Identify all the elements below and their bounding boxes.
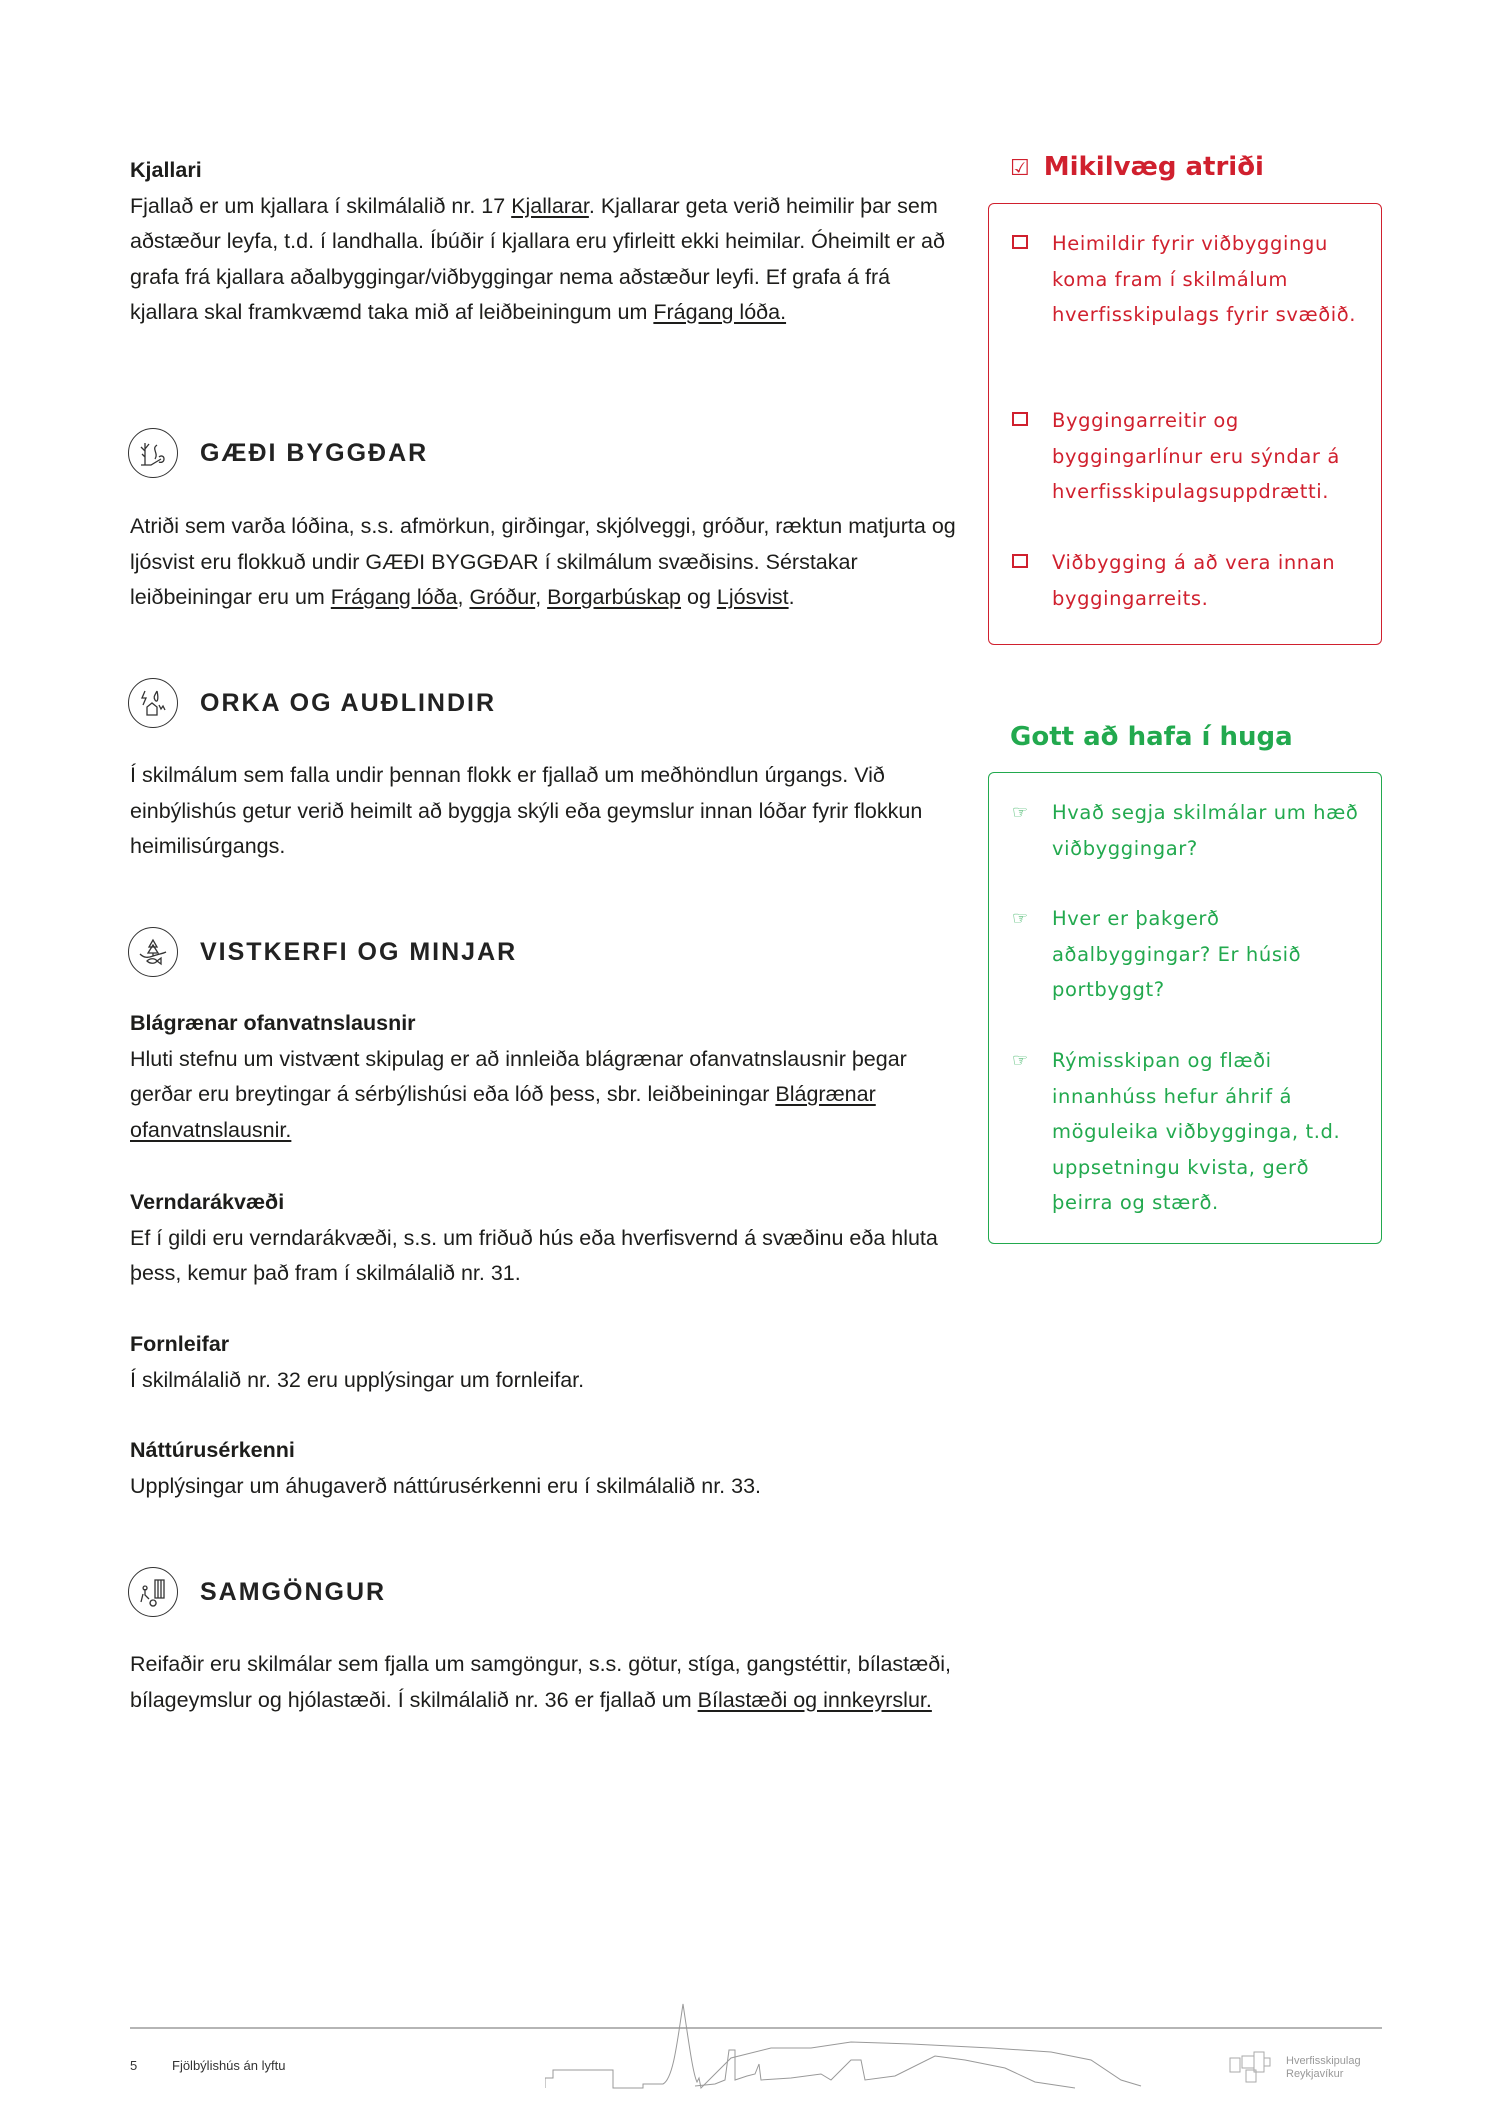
section-header-samgongur — [128, 1565, 386, 1619]
tip-item — [1012, 901, 1362, 1008]
section-title: SAMGÖNGUR — [200, 1577, 387, 1606]
logo-line2: Reykjavíkur — [1286, 2068, 1344, 2080]
samgongur-text — [130, 1647, 960, 1718]
checked-box-icon: ☑ — [1010, 156, 1030, 181]
checkbox-icon[interactable] — [1012, 235, 1028, 249]
section-title: GÆÐI BYGGÐAR — [200, 438, 429, 467]
item-text: Hver er þakgerð aðalbyggingar? Er húsið portbyggt? — [1052, 907, 1302, 1001]
document-title: Fjölbýlishús án lyftu — [172, 2058, 286, 2073]
text: Í skilmálalið nr. 32 eru upplýsingar um fornleifar. — [130, 1367, 585, 1392]
subsection-title: Verndarákvæði — [130, 1190, 285, 1214]
text: Fjallað er um kjallara í skilmálalið nr. 17 — [130, 193, 512, 218]
transport-icon — [128, 1567, 178, 1617]
blagraenar-link[interactable]: Blágrænar ofanvatnslausnir. — [130, 1082, 876, 1142]
section-header-orka — [128, 676, 496, 730]
logo-line1: Hverfisskipulag — [1286, 2055, 1361, 2067]
section-header-gaedi — [128, 426, 428, 480]
page-number: 5 — [130, 2058, 138, 2073]
pointing-hand-icon: ☞ — [1012, 802, 1029, 823]
verndarakvaedi-section — [130, 1185, 960, 1292]
subsection-title: Fornleifar — [130, 1332, 230, 1356]
tip-item — [1012, 1043, 1362, 1221]
hverfisskipulag-logo — [1228, 2050, 1361, 2086]
checklist-item[interactable] — [1052, 403, 1362, 510]
bilastaedi-link[interactable]: Bílastæði og innkeyrslur. — [697, 1687, 932, 1712]
fornleifar-section — [130, 1327, 960, 1398]
kjallari-section — [130, 153, 960, 331]
kjallari-title: Kjallari — [130, 158, 202, 182]
text: Hluti stefnu um vistvænt skipulag er að innleiða blágrænar ofanvatnslausnir þegar gerðar eru breytingar á sérbýlishúsi eða lóð þess, sbr. leiðbeiningar — [130, 1046, 907, 1106]
tips-title: Gott að hafa í huga — [1010, 722, 1293, 752]
checklist-item[interactable] — [1052, 545, 1362, 616]
tips-box — [988, 772, 1382, 1244]
blagraenar-section — [130, 1006, 960, 1148]
important-header — [1010, 152, 1264, 182]
subsection-title: Blágrænar ofanvatnslausnir — [130, 1011, 416, 1035]
grodur-link[interactable]: Gróður — [469, 585, 536, 609]
skyline-illustration — [545, 1998, 1165, 2098]
text: Reifaðir eru skilmálar sem fjalla um samgöngur, s.s. götur, stíga, gangstéttir, bílastæði, bílageymslur og hjólastæði. Í skilmálalið nr. 36 er fjallað um — [130, 1652, 951, 1712]
section-header-vistkerfi — [128, 925, 517, 979]
section-title: VISTKERFI OG MINJAR — [200, 937, 518, 966]
checkbox-icon[interactable] — [1012, 554, 1028, 568]
gaedi-text — [130, 509, 960, 616]
text: , — [535, 585, 548, 609]
natturuserkenni-section — [130, 1433, 960, 1504]
item-text: Hvað segja skilmálar um hæð viðbyggingar? — [1052, 801, 1359, 860]
item-text: Rýmisskipan og flæði innanhúss hefur áhrif á möguleika viðbygginga, t.d. uppsetningu kvista, gerð þeirra og stærð. — [1052, 1049, 1341, 1214]
borgarbuskap-link[interactable]: Borgarbúskap — [547, 585, 682, 609]
text: Ef í gildi eru verndarákvæði, s.s. um friðuð hús eða hverfisvernd á svæðinu eða hluta þess, kemur það fram í skilmálalið nr. 31. — [130, 1225, 938, 1285]
logo-mark-icon — [1228, 2050, 1284, 2086]
text: Atriði sem varða lóðina, s.s. afmörkun, girðingar, skjólveggi, gróður, ræktun matjurta og ljósvist eru flokkuð undir GÆÐI BYGGÐAR í skilmálum svæðisins. Sérstakar leiðbeiningar eru um — [130, 514, 956, 609]
item-text: Byggingarreitir og byggingarlínur eru sýndar á hverfisskipulagsuppdrætti. — [1052, 409, 1340, 503]
ecosystem-fish-icon — [128, 927, 178, 977]
item-text: Heimildir fyrir viðbyggingu koma fram í skilmálum hverfisskipulags fyrir svæðið. — [1052, 232, 1357, 326]
tip-item — [1012, 795, 1362, 866]
text: Upplýsingar um áhugaverð náttúrusérkenni eru í skilmálalið nr. 33. — [130, 1473, 761, 1498]
text: . — [788, 585, 795, 609]
tree-bird-icon — [128, 428, 178, 478]
subsection-title: Náttúrusérkenni — [130, 1438, 295, 1462]
energy-house-icon — [128, 678, 178, 728]
text: og — [681, 585, 717, 609]
kjallarar-link[interactable]: Kjallarar — [511, 193, 589, 218]
kjallari-text — [130, 189, 960, 331]
pointing-hand-icon: ☞ — [1012, 908, 1029, 929]
important-title: Mikilvæg atriði — [1043, 152, 1264, 182]
text: . Kjallarar geta verið heimilir þar sem aðstæður leyfa, t.d. í landhalla. Íbúðir í kjallara eru yfirleitt ekki heimilar. Óheimilt er að grafa frá kjallara aðalbyggingar/viðbyggingar nema aðstæður leyfi. Ef grafa á frá kjallara skal framkvæmd taka mið af leiðbeiningum um — [130, 193, 945, 324]
checkbox-icon[interactable] — [1012, 412, 1028, 426]
fragang-lods-link[interactable]: Frágang lóða. — [653, 300, 787, 324]
item-text: Viðbygging á að vera innan byggingarreits. — [1052, 551, 1336, 610]
checklist-item[interactable] — [1052, 226, 1362, 333]
fragang-lods-link[interactable]: Frágang lóða — [330, 585, 458, 609]
pointing-hand-icon: ☞ — [1012, 1050, 1029, 1071]
orka-text: Í skilmálum sem falla undir þennan flokk er fjallað um meðhöndlun úrgangs. Við einbýlishús getur verið heimilt að byggja skýli eða geymslur innan lóðar fyrir flokkun heimilisúrgangs. — [130, 763, 923, 858]
section-title: ORKA OG AUÐLINDIR — [200, 688, 497, 717]
ljosvist-link[interactable]: Ljósvist — [716, 585, 789, 609]
important-box — [988, 203, 1382, 645]
text: , — [457, 585, 470, 609]
